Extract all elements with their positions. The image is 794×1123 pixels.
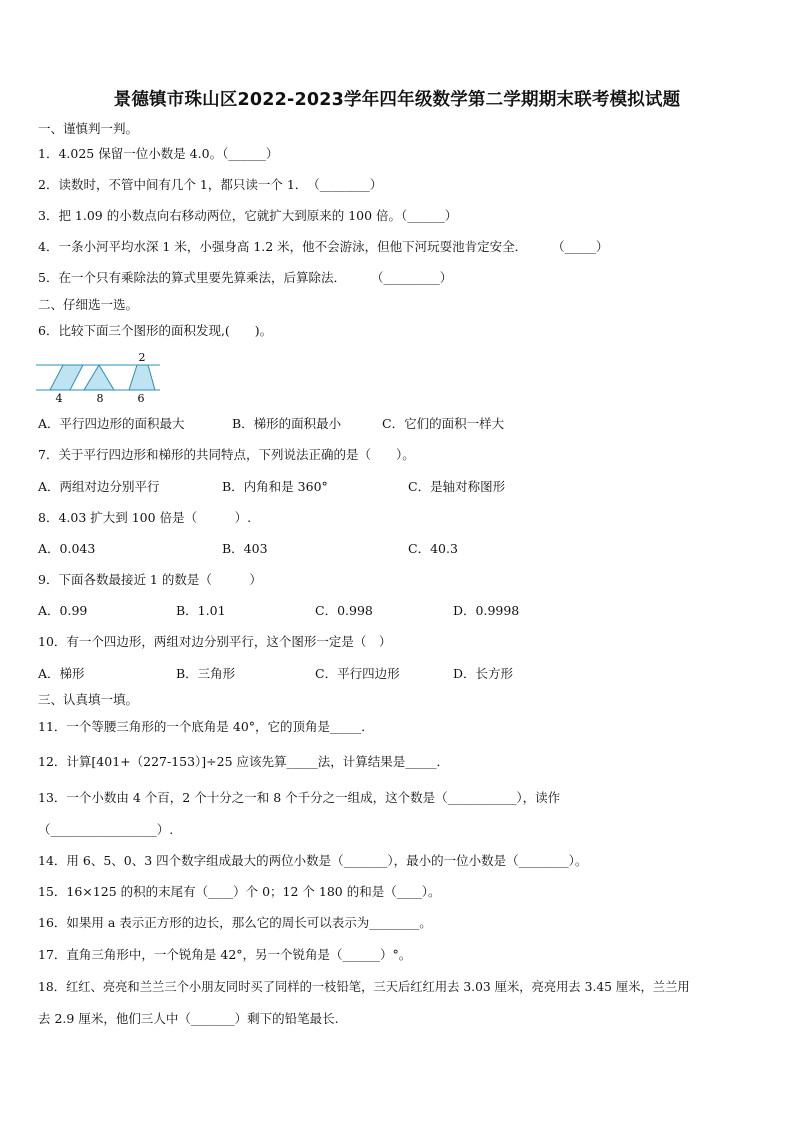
q7-option-c: C．是轴对称图形 [408, 479, 506, 494]
figure-label-parallelogram-base: 4 [55, 392, 63, 405]
question-3: 3．把 1.09 的小数点向右移动两位，它就扩大到原来的 100 倍。（______） [38, 208, 458, 223]
shapes-figure [34, 349, 164, 407]
question-2: 2．读数时，不管中间有几个 1，都只读一个 1． （________） [38, 177, 383, 192]
q9-option-c: C．0.998 [315, 603, 373, 618]
question-4: 4．一条小河平均水深 1 米，小强身高 1.2 米，他不会游泳，但他下河玩耍池肯定安全． （_____） [38, 239, 609, 254]
question-18: 18．红红、亮亮和兰兰三个小朋友同时买了同样的一枝铅笔，三天后红红用去 3.03 厘米，亮亮用去 3.45 厘米，兰兰用 [38, 980, 690, 994]
question-6: 6．比较下面三个图形的面积发现,( )。 [38, 323, 273, 338]
question-16: 16．如果用 a 表示正方形的边长，那么它的周长可以表示为________。 [38, 915, 432, 930]
question-1: 1．4.025 保留一位小数是 4.0。（______） [38, 146, 279, 161]
q7-option-b: B．内角和是 360° [222, 479, 328, 494]
question-10: 10．有一个四边形，两组对边分别平行，这个图形一定是（ ） [38, 634, 392, 649]
question-13-continued: （_________________）. [38, 822, 174, 837]
q9-option-d: D．0.9998 [453, 603, 520, 618]
triangle-shape [84, 365, 114, 390]
q8-option-b: B．403 [222, 541, 268, 556]
question-18-continued: 去 2.9 厘米，他们三人中（_______）剩下的铅笔最长. [38, 1011, 339, 1026]
section-heading-1: 一、谨慎判一判。 [38, 121, 139, 136]
question-8: 8．4.03 扩大到 100 倍是（ ）. [38, 510, 252, 525]
q10-option-d: D．长方形 [453, 666, 514, 681]
figure-label-triangle-base: 8 [96, 392, 104, 405]
question-5: 5．在一个只有乘除法的算式里要先算乘法，后算除法． （_________） [38, 270, 453, 285]
section-heading-2: 二、仔细选一选。 [38, 297, 139, 312]
question-12: 12．计算[401+（227-153）]÷25 应该先算_____法，计算结果是_____． [38, 754, 450, 769]
q7-option-a: A．两组对边分别平行 [38, 479, 160, 494]
question-15: 15．16×125 的积的末尾有（____）个 0；12 个 180 的和是（____）。 [38, 884, 441, 899]
question-17: 17．直角三角形中，一个锐角是 42°，另一个锐角是（______）°。 [38, 947, 412, 962]
page-title: 景德镇市珠山区2022-2023学年四年级数学第二学期期末联考模拟试题 [113, 90, 681, 110]
q10-option-b: B．三角形 [176, 666, 236, 681]
question-13: 13．一个小数由 4 个百，2 个十分之一和 8 个千分之一组成，这个数是（___________），读作 [38, 790, 561, 805]
q9-option-b: B．1.01 [176, 603, 226, 618]
figure-label-trapezoid-base: 6 [137, 392, 145, 405]
q9-option-a: A．0.99 [38, 603, 88, 618]
question-14: 14．用 6、5、0、3 四个数字组成最大的两位小数是（_______），最小的一位小数是（________）。 [38, 853, 588, 868]
q6-option-c: C．它们的面积一样大 [382, 416, 505, 431]
section-heading-3: 三、认真填一填。 [38, 692, 139, 707]
q10-option-c: C．平行四边形 [315, 666, 400, 681]
parallelogram-shape [50, 365, 83, 390]
figure-label-top: 2 [138, 351, 146, 364]
q10-option-a: A．梯形 [38, 666, 85, 681]
question-9: 9．下面各数最接近 1 的数是（ ） [38, 572, 262, 587]
q8-option-c: C．40.3 [408, 541, 458, 556]
question-7: 7．关于平行四边形和梯形的共同特点，下列说法正确的是（ ）。 [38, 447, 415, 462]
q6-option-a: A．平行四边形的面积最大 [38, 416, 185, 431]
q6-option-b: B．梯形的面积最小 [232, 416, 342, 431]
trapezoid-shape [129, 365, 155, 390]
question-11: 11．一个等腰三角形的一个底角是 40°，它的顶角是_____． [38, 719, 374, 734]
q8-option-a: A．0.043 [38, 541, 96, 556]
